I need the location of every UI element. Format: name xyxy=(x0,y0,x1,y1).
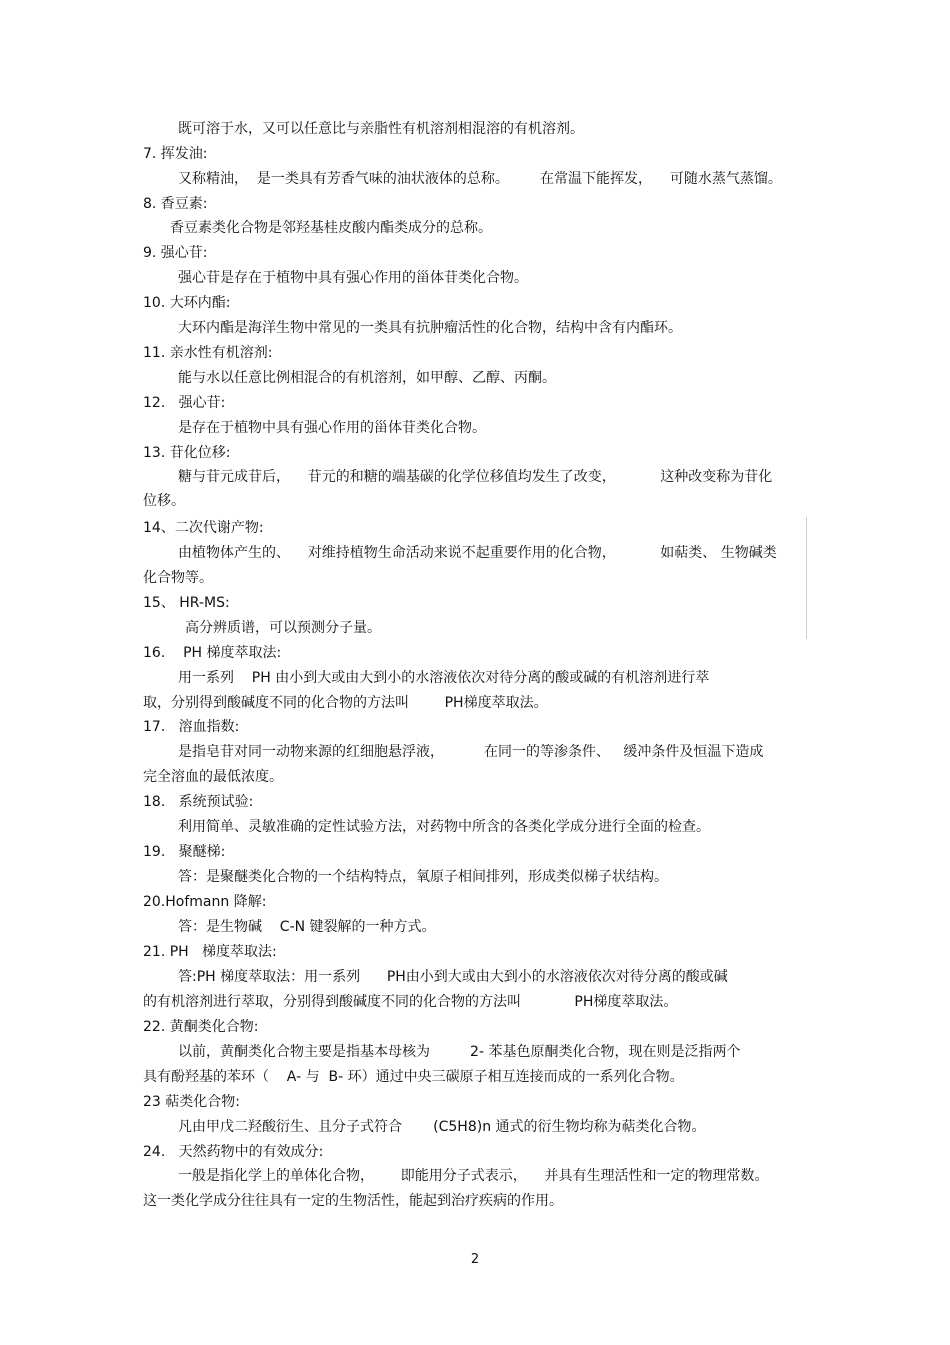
term-heading: 8. 香豆素: xyxy=(143,196,208,212)
text-line: 香豆素类化合物是邻羟基桂皮酸内酯类成分的总称。 xyxy=(170,220,492,236)
text-line: 由植物体产生的、 对维持植物生命活动来说不起重要作用的化合物， 如萜类、 生物碱类 xyxy=(178,545,777,561)
text-line: 既可溶于水，又可以任意比与亲脂性有机溶剂相混溶的有机溶剂。 xyxy=(178,121,584,137)
term-heading: 20.Hofmann 降解: xyxy=(143,894,267,910)
text-line: 利用简单、灵敏准确的定性试验方法，对药物中所含的各类化学成分进行全面的检查。 xyxy=(178,819,710,835)
term-heading: 16. PH 梯度萃取法: xyxy=(143,645,282,661)
text-line: 高分辨质谱，可以预测分子量。 xyxy=(185,620,381,636)
term-heading: 23 萜类化合物: xyxy=(143,1094,240,1110)
term-heading: 22. 黄酮类化合物: xyxy=(143,1019,259,1035)
text-line: 以前，黄酮类化合物主要是指基本母核为 2- 苯基色原酮类化合物，现在则是泛指两个 xyxy=(178,1044,741,1060)
page-number: 2 xyxy=(470,1252,480,1267)
term-heading: 10. 大环内酯: xyxy=(143,295,231,311)
term-heading: 21. PH 梯度萃取法: xyxy=(143,944,277,960)
text-line: 位移。 xyxy=(143,493,185,509)
vertical-rule xyxy=(806,517,807,639)
text-line: 完全溶血的最低浓度。 xyxy=(143,769,283,785)
term-heading: 18. 系统预试验: xyxy=(143,794,254,810)
term-heading: 14、二次代谢产物: xyxy=(143,520,264,536)
text-line: 凡由甲戊二羟酸衍生、且分子式符合 (C5H8)n 通式的衍生物均称为萜类化合物。 xyxy=(178,1119,706,1135)
text-line: 用一系列 PH 由小到大或由大到小的水溶液依次对待分离的酸或碱的有机溶剂进行萃 xyxy=(178,670,710,686)
text-line: 这一类化学成分往往具有一定的生物活性，能起到治疗疾病的作用。 xyxy=(143,1193,563,1209)
term-heading: 12. 强心苷: xyxy=(143,395,226,411)
term-heading: 13. 苷化位移: xyxy=(143,445,231,461)
text-line: 是存在于植物中具有强心作用的甾体苷类化合物。 xyxy=(178,420,486,436)
term-heading: 17. 溶血指数: xyxy=(143,719,240,735)
text-line: 的有机溶剂进行萃取，分别得到酸碱度不同的化合物的方法叫 PH梯度萃取法。 xyxy=(143,994,678,1010)
term-heading: 19. 聚醚梯: xyxy=(143,844,226,860)
term-heading: 11. 亲水性有机溶剂: xyxy=(143,345,273,361)
text-line: 答：是聚醚类化合物的一个结构特点，氧原子相间排列，形成类似梯子状结构。 xyxy=(178,869,668,885)
text-line: 能与水以任意比例相混合的有机溶剂，如甲醇、乙醇、丙酮。 xyxy=(178,370,556,386)
text-line: 糖与苷元成苷后， 苷元的和糖的端基碳的化学位移值均发生了改变， 这种改变称为苷化 xyxy=(178,469,773,485)
text-line: 答：是生物碱 C-N 键裂解的一种方式。 xyxy=(178,919,436,935)
term-heading: 7. 挥发油: xyxy=(143,146,208,162)
text-line: 一般是指化学上的单体化合物， 即能用分子式表示， 并具有生理活性和一定的物理常数。 xyxy=(178,1168,769,1184)
text-line: 强心苷是存在于植物中具有强心作用的甾体苷类化合物。 xyxy=(178,270,528,286)
text-line: 大环内酯是海洋生物中常见的一类具有抗肿瘤活性的化合物，结构中含有内酯环。 xyxy=(178,320,682,336)
text-line: 又称精油， 是一类具有芳香气味的油状液体的总称。 在常温下能挥发， 可随水蒸气蒸馏。 xyxy=(178,171,782,187)
text-line: 取，分别得到酸碱度不同的化合物的方法叫 PH梯度萃取法。 xyxy=(143,695,548,711)
term-heading: 24. 天然药物中的有效成分: xyxy=(143,1144,324,1160)
term-heading: 15、 HR-MS: xyxy=(143,595,230,611)
text-line: 答:PH 梯度萃取法：用一系列 PH由小到大或由大到小的水溶液依次对待分离的酸或碱 xyxy=(178,969,728,985)
text-line: 是指皂苷对同一动物来源的红细胞悬浮液， 在同一的等渗条件、 缓冲条件及恒温下造成 xyxy=(178,744,764,760)
term-heading: 9. 强心苷: xyxy=(143,245,208,261)
text-line: 化合物等。 xyxy=(143,570,213,586)
text-line: 具有酚羟基的苯环（ A- 与 B- 环）通过中央三碳原子相互连接而成的一系列化合物。 xyxy=(143,1069,684,1085)
